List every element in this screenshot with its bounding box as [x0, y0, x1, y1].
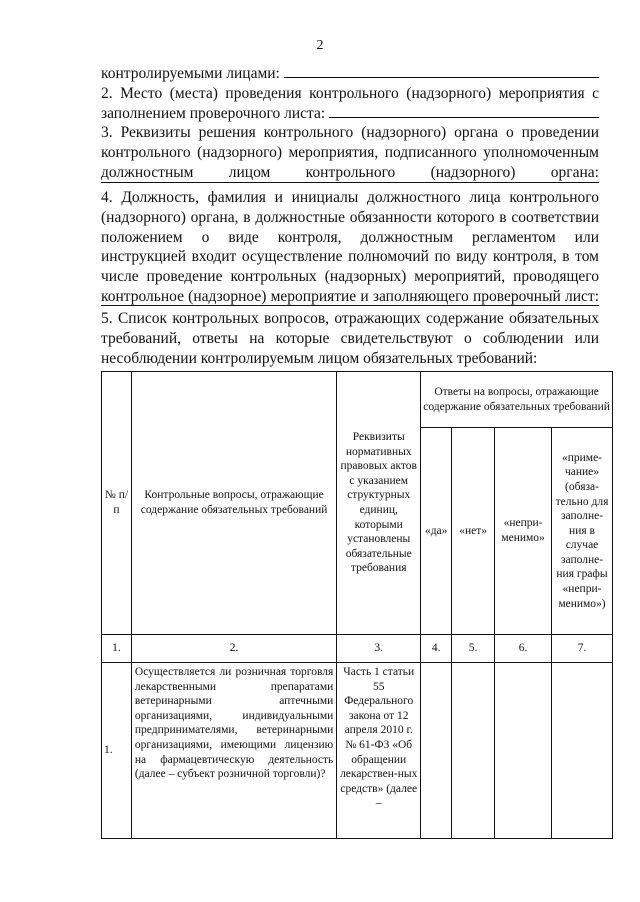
header-note: «приме-чание» (обяза-тельно для заполне-ния в случае заполне-ния графы «непри-менимо») [552, 428, 613, 635]
para5-line: 5. Список контрольных вопросов, отражающих содержание обязательных [101, 310, 599, 327]
header-requisites: Реквизиты нормативных правовых актов с указанием структурных единиц, которыми установлены обязательные требования [337, 372, 421, 635]
answer-note-cell[interactable] [552, 663, 613, 839]
page-number: 2 [316, 38, 324, 53]
para4-line: инструкцией входит осуществление полномочий по виду контроля, в том [101, 248, 599, 266]
paragraph-2 [101, 84, 599, 124]
header-number: № п/п [102, 372, 132, 635]
column-number-2: 2. [131, 635, 336, 663]
para4-line: контрольное (надзорное) мероприятие и заполняющего проверочный лист: [101, 287, 599, 305]
blank-line [329, 104, 599, 118]
para3-line: контрольного (надзорного) мероприятия, подписанного уполномоченным [101, 143, 599, 161]
checklist-table [101, 371, 613, 839]
column-number-3: 3. [337, 635, 421, 663]
para2-line: 2. Место (места) проведения контрольного (надзорного) мероприятия с [101, 85, 599, 102]
header-questions: Контрольные вопросы, отражающие содержание обязательных требований [131, 372, 336, 635]
column-number-1: 1. [102, 635, 132, 663]
para5-line: требований, ответы на которые свидетельствуют о соблюдении или [101, 329, 599, 347]
answer-na-cell[interactable] [495, 663, 552, 839]
paragraph-5 [101, 309, 599, 368]
para3-line: должностным лицом контрольного (надзорного) органа: [101, 163, 599, 181]
header-answers: Ответы на вопросы, отражающие содержание обязательных требований [421, 372, 613, 428]
answer-yes-cell[interactable] [421, 663, 452, 839]
para4-line: 4. Должность, фамилия и инициалы должностного лица контрольного [101, 189, 599, 206]
para4-line: числе проведение контрольных (надзорных) мероприятий, проводящего [101, 268, 599, 286]
column-number-5: 5. [452, 635, 495, 663]
para3-line: 3. Реквизиты решения контрольного (надзорного) органа о проведении [101, 124, 599, 141]
table-row [102, 663, 613, 839]
paragraph-1-tail [101, 64, 599, 84]
column-number-6: 6. [495, 635, 552, 663]
header-not-applicable: «непри-менимо» [495, 428, 552, 635]
paragraph-4 [101, 188, 599, 307]
row-number: 1. [102, 663, 132, 839]
answer-no-cell[interactable] [452, 663, 495, 839]
paragraph-3 [101, 123, 599, 182]
blank-line [101, 182, 599, 183]
column-number-7: 7. [552, 635, 613, 663]
para1-text: контролируемыми лицами: [101, 65, 280, 82]
header-yes: «да» [421, 428, 452, 635]
blank-line [101, 305, 599, 306]
header-no: «нет» [452, 428, 495, 635]
para4-line: положением о виде контроля, должностным регламентом или [101, 228, 599, 246]
blank-line [284, 64, 599, 78]
column-number-4: 4. [421, 635, 452, 663]
requisites-text: Часть 1 статьи 55 Федерального закона от 12 апреля 2010 г. № 61-ФЗ «Об обращении лекарствен-ных средств» (далее – [337, 663, 421, 839]
para5-line: несоблюдении контролируемым лицом обязательных требований: [101, 349, 538, 367]
para2-line: заполнением проверочного листа: [101, 104, 326, 122]
para4-line: (надзорного) органа, в должностные обязанности которого в соответствии [101, 208, 599, 226]
question-text: Осуществляется ли розничная торговля лекарственными препаратами ветеринарными аптечными организациями, индивидуальными предпринимателями, ветеринарными организациями, имеющими лицензию на фармацевтическую деятельность (далее – субъект розничной торговли)? [131, 663, 336, 839]
